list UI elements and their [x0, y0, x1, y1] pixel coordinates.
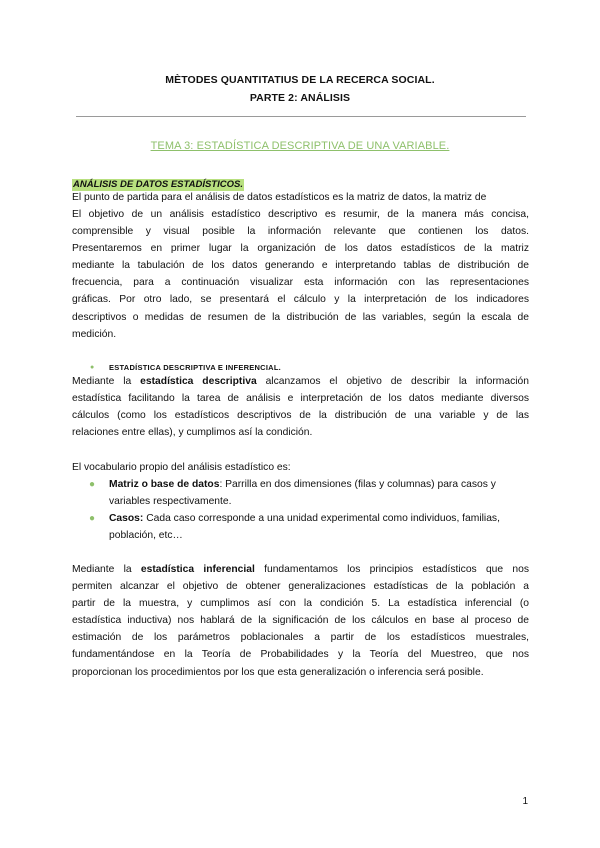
paragraph-line: Presentaremos en primer lugar la organización de los datos estadísticos de la matriz	[72, 243, 529, 255]
objective-paragraph	[72, 206, 529, 343]
descriptive-paragraph	[72, 373, 529, 441]
text-run: fundamentamos los principios estadísticos que nos	[254, 564, 529, 575]
document-title: MÈTODES QUANTITATIUS DE LA RECERCA SOCIAL.	[165, 74, 435, 86]
paragraph-line: cálculos (como los estadísticos descriptivos de la distribución de una variable y de las	[72, 410, 529, 422]
intro-line	[72, 189, 529, 206]
paragraph-line: estadística facilitando la tarea de análisis e interpretación de los datos mediante diversos	[72, 393, 529, 405]
paragraph-line: partir de la muestra, y cumplimos así con la condición 5. La estadística inferencial (o	[72, 598, 529, 610]
paragraph-line: frecuencia, para a continuación visualizar esta información con las representaciones	[72, 277, 529, 289]
bold-term: Matriz o base de datos	[109, 479, 220, 490]
paragraph-line: medición.	[72, 328, 117, 340]
paragraph-line: fundamentándose en la Teoría de Probabilidades y la Teoría del Muestreo, que nos	[72, 649, 529, 661]
inferential-paragraph	[72, 561, 529, 681]
paragraph-line: estimación de los parámetros poblacionales a partir de los estadísticos muestrales,	[72, 632, 529, 644]
bold-term: Casos:	[109, 513, 144, 524]
vocabulary-line: variables respectivamente.	[109, 496, 232, 508]
bullet-icon: ●	[89, 479, 96, 490]
intro-text: El punto de partida para el análisis de datos estadísticos es la matriz de datos, la matriz de	[72, 192, 487, 203]
vocabulary-intro-text: El vocabulario propio del análisis estadístico es:	[72, 462, 291, 473]
vocabulary-intro	[72, 459, 529, 476]
page-number: 1	[522, 796, 528, 807]
bold-term: estadística descriptiva	[140, 376, 257, 387]
paragraph-first-line	[72, 373, 529, 390]
paragraph-line: mediante la tabulación de los datos generando e interpretando tablas de distribución de	[72, 260, 529, 272]
paragraph-line: permiten alcanzar el objetivo de obtener generalizaciones estadísticas de la población a	[72, 581, 529, 593]
text-run: Mediante la	[72, 564, 141, 575]
paragraph-line: El objetivo de un análisis estadístico descriptivo es resumir, de la manera más concisa,	[72, 209, 529, 220]
text-run: alcanzamos el objetivo de describir la información	[256, 376, 529, 387]
document-part-title: PARTE 2: ANÁLISIS	[249, 92, 351, 104]
section-heading: ANÁLISIS DE DATOS ESTADÍSTICOS.	[73, 179, 243, 190]
text-run: Cada caso corresponde a una unidad experimental como individuos, familias,	[143, 513, 500, 524]
vocabulary-line: población, etc…	[109, 530, 183, 542]
paragraph-line: relaciones entre ellas), y cumplimos así la condición.	[72, 427, 313, 439]
paragraph-line: proporcionan los procedimientos por los que esta generalización o inferencia será posible.	[72, 666, 484, 678]
text-run: : Parrilla en dos dimensiones (filas y columnas) para casos y	[219, 479, 496, 490]
vocabulary-item	[72, 476, 529, 510]
vocabulary-line	[109, 510, 529, 527]
vocabulary-item-text	[109, 510, 529, 544]
text-run: Mediante la	[72, 376, 141, 387]
paragraph-first-line	[72, 561, 529, 578]
paragraph-line: descriptivos o medidas de resumen de la distribución de las variables, según la escala de	[72, 311, 529, 323]
vocabulary-line	[109, 476, 529, 493]
vocabulary-item-text	[109, 476, 529, 510]
paragraph-line: comprensible y visual posible la información relevante que contienen los datos.	[72, 226, 529, 238]
topic-title: TEMA 3: ESTADÍSTICA DESCRIPTIVA DE UNA VARIABLE.	[150, 140, 450, 152]
paragraph-line: gráficas. Por otro lado, se presentará el cálculo y la interpretación de los indicadores	[72, 294, 529, 306]
vocabulary-item	[72, 510, 529, 544]
paragraph-line: estadística inductiva) nos hablará de la significación de los cálculos en base al proceso de	[72, 615, 529, 627]
bullet-icon: ●	[90, 364, 95, 371]
bullet-icon: ●	[89, 513, 96, 524]
subsection-heading: ESTADÍSTICA DESCRIPTIVA E INFERENCIAL.	[109, 363, 282, 372]
header-divider	[76, 116, 526, 117]
bold-term: estadística inferencial	[140, 564, 255, 575]
